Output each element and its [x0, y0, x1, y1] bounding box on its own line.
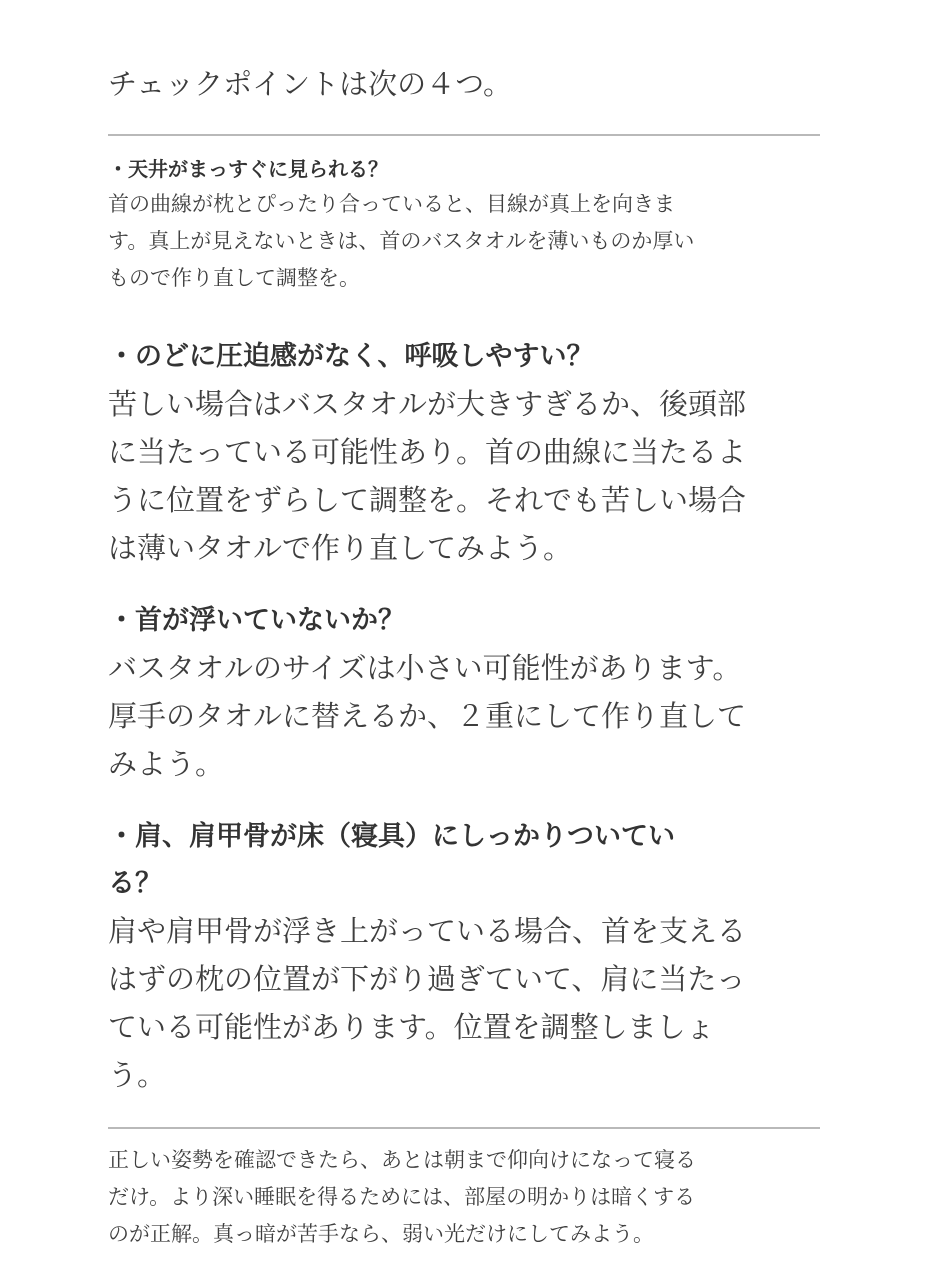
- checkpoint-heading: ・天井がまっすぐに見られる？: [108, 157, 388, 181]
- checkpoint-text-line: 首の曲線が枕とぴったり合っていると、目線が真上を向きま: [108, 192, 675, 216]
- checkpoint-text-line: バスタオルのサイズは小さい可能性があります。: [108, 651, 742, 685]
- checkpoint-neck: [108, 597, 820, 788]
- checkpoint-text-line: 苦しい場合はバスタオルが大きすぎるか、後頭部: [108, 387, 747, 421]
- checkpoint-heading: ・肩、肩甲骨が床（寝具）にしっかりついてい: [108, 821, 675, 852]
- checkpoint-text-line: は薄いタオルで作り直してみよう。: [108, 531, 573, 565]
- outro-text-line: だけ。より深い睡眠を得るためには、部屋の明かりは暗くする: [108, 1185, 696, 1209]
- checkpoint-text-line: 厚手のタオルに替えるか、２重にして作り直して: [108, 699, 747, 733]
- top-divider: [108, 134, 820, 136]
- checkpoint-heading: ・首が浮いていないか？: [108, 605, 405, 636]
- outro-text-line: 正しい姿勢を確認できたら、あとは朝まで仰向けになって寝る: [108, 1148, 696, 1172]
- checkpoint-text-line: う。: [108, 1058, 167, 1092]
- checkpoint-text-line: ている可能性があります。位置を調整しましょ: [108, 1010, 715, 1044]
- checkpoint-text-line: 肩や肩甲骨が浮き上がっている場合、首を支える: [108, 914, 747, 948]
- outro-paragraph: [108, 1142, 820, 1253]
- checkpoint-text-line: もので作り直して調整を。: [108, 266, 360, 290]
- checkpoint-shoulders: [108, 813, 820, 1099]
- checkpoint-heading: ・のどに圧迫感がなく、呼吸しやすい？: [108, 341, 594, 372]
- checkpoint-text-line: はずの枕の位置が下がり過ぎていて、肩に当たっ: [108, 962, 746, 996]
- bottom-divider: [108, 1127, 820, 1129]
- checkpoint-ceiling: [108, 152, 820, 297]
- outro-text-line: のが正解。真っ暗が苦手なら、弱い光だけにしてみよう。: [108, 1222, 654, 1246]
- intro-text: チェックポイントは次の４つ。: [108, 67, 512, 101]
- checkpoint-text-line: うに位置をずらして調整を。それでも苦しい場合: [108, 483, 747, 517]
- checkpoint-throat: [108, 333, 820, 572]
- checkpoint-text-line: みよう。: [108, 747, 225, 781]
- checkpoint-text-line: に当たっている可能性あり。首の曲線に当たるよ: [108, 435, 747, 469]
- checkpoint-text-line: す。真上が見えないときは、首のバスタオルを薄いものか厚い: [108, 229, 695, 253]
- checkpoint-heading: る？: [108, 868, 162, 899]
